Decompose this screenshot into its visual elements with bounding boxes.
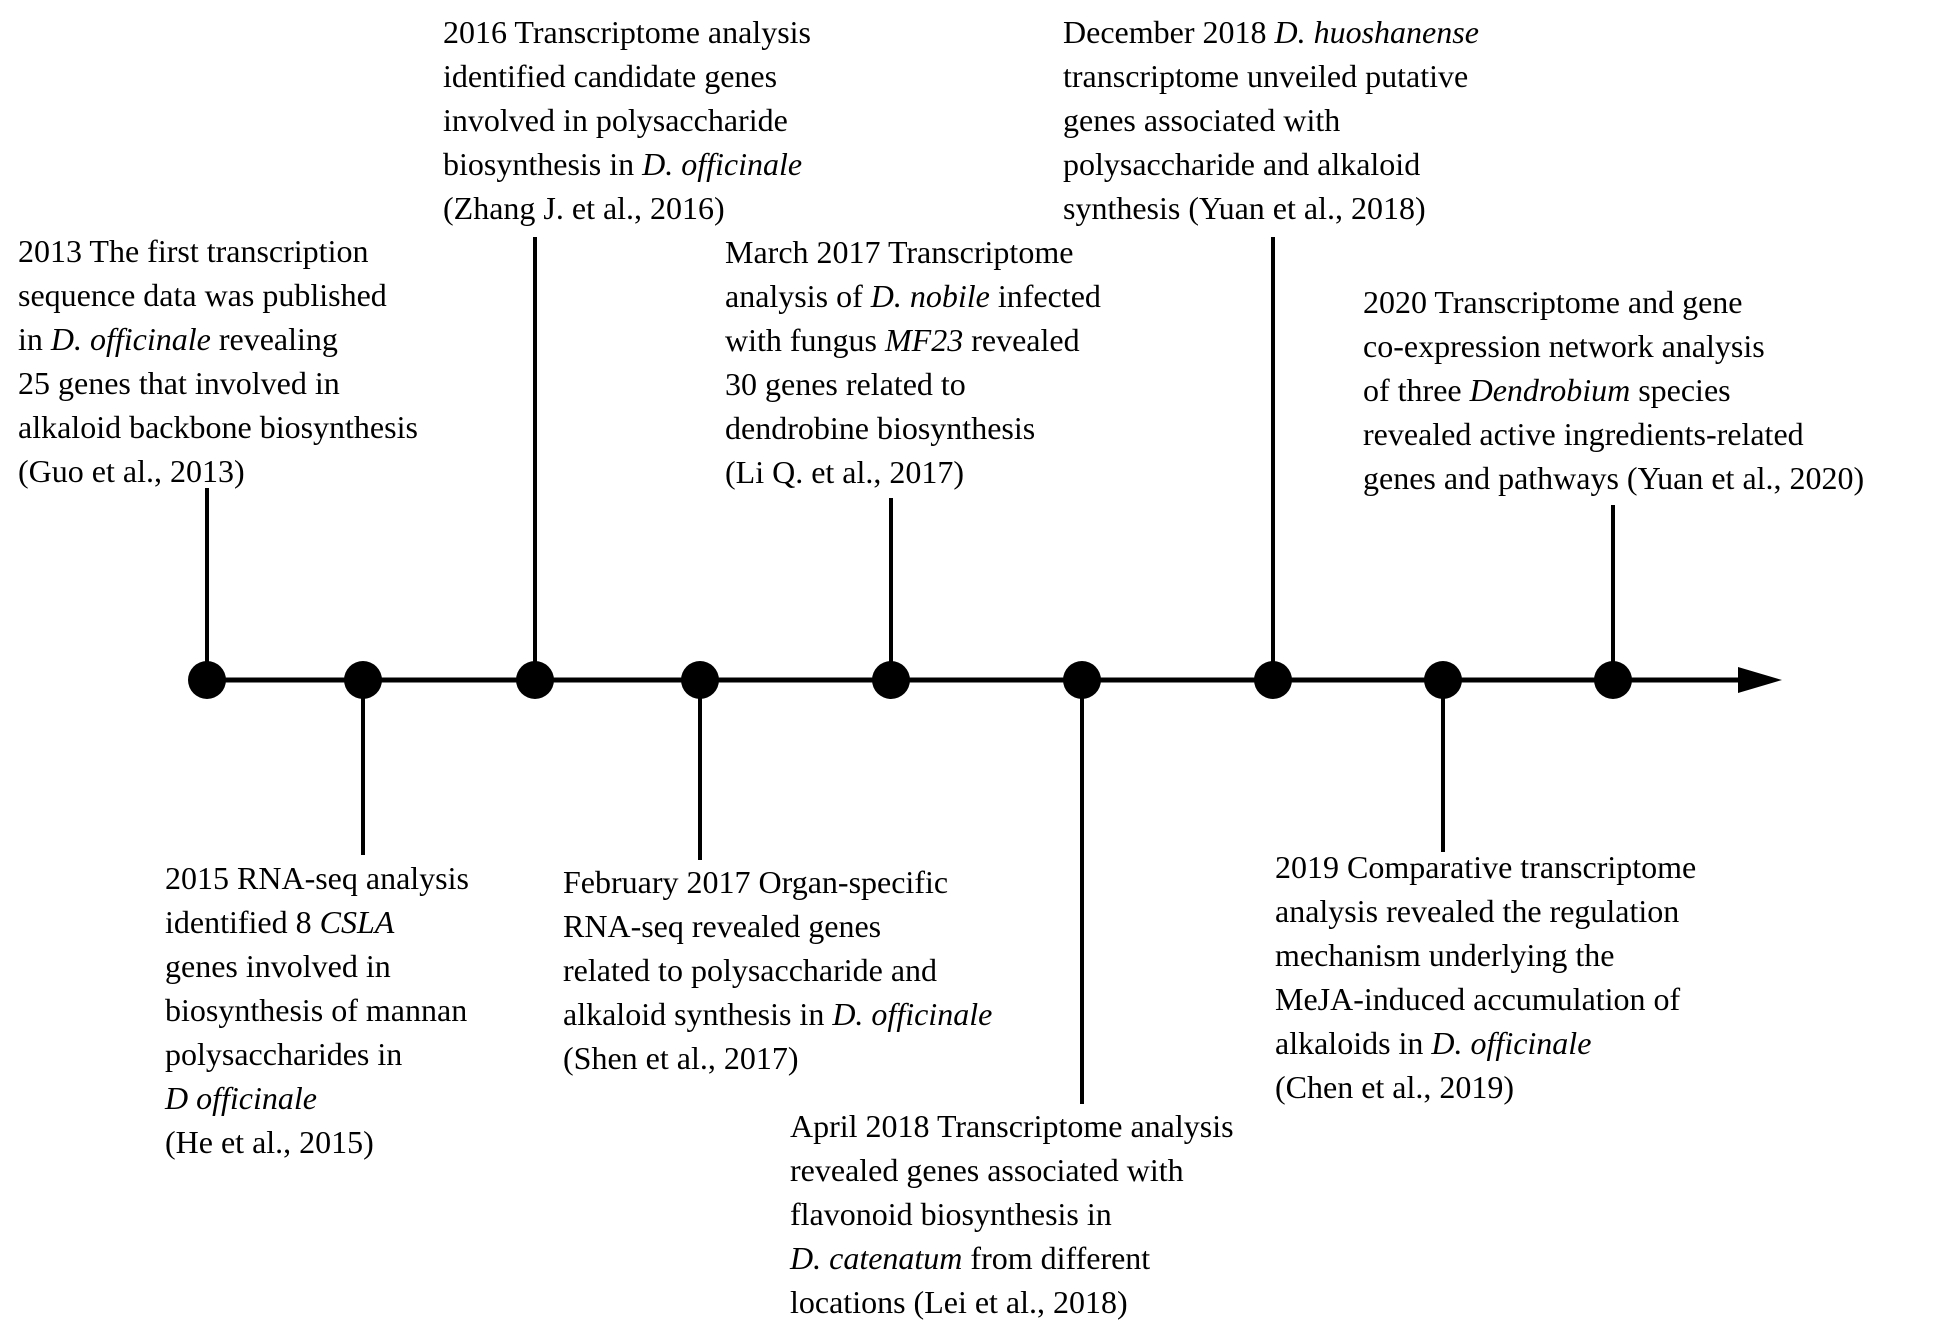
event-text: analysis of (725, 278, 871, 314)
event-text: April 2018 Transcriptome analysis (790, 1108, 1234, 1144)
event-line (1063, 142, 1479, 186)
timeline-axis-group (205, 667, 1782, 693)
event-text: identified 8 (165, 904, 320, 940)
event-text: identified candidate genes (443, 58, 778, 94)
event-text: biosynthesis in (443, 146, 643, 182)
event-line (1063, 98, 1479, 142)
species-name: D officinale (165, 1080, 317, 1116)
event-text: (Shen et al., 2017) (563, 1040, 799, 1076)
event-text: revealed active ingredients-related (1363, 416, 1804, 452)
event-text: biosynthesis of mannan (165, 992, 468, 1028)
event-text: with fungus (725, 322, 885, 358)
event-text: revealed (963, 322, 1080, 358)
event-text: polysaccharide and alkaloid (1063, 146, 1421, 182)
event-line (790, 1236, 1234, 1280)
event-text: 2016 Transcriptome analysis (443, 14, 811, 50)
event-text: infected (989, 278, 1101, 314)
event-line (165, 988, 469, 1032)
species-name: D. officinale (642, 146, 803, 182)
event-line (725, 274, 1101, 318)
event-label-e2017feb (563, 860, 992, 1080)
species-name: D. catenatum (790, 1240, 963, 1276)
event-line (1275, 845, 1696, 889)
event-text: December 2018 (1063, 14, 1275, 50)
event-text: alkaloid backbone biosynthesis (18, 409, 418, 445)
event-label-e2020 (1363, 280, 1864, 500)
timeline-dot-e2019 (1424, 661, 1462, 699)
timeline-dot-e2017mar (872, 661, 910, 699)
arrowhead-right-icon (1738, 667, 1782, 693)
event-line (1363, 324, 1864, 368)
event-text: polysaccharides in (165, 1036, 403, 1072)
event-line (563, 860, 992, 904)
event-line (725, 230, 1101, 274)
event-line (1275, 1065, 1696, 1109)
event-line (443, 98, 811, 142)
event-line (563, 992, 992, 1036)
event-text: locations (Lei et al., 2018) (790, 1284, 1128, 1320)
event-text: MeJA-induced accumulation of (1275, 981, 1681, 1017)
event-text: RNA-seq revealed genes (563, 908, 882, 944)
species-name: D. officinale (832, 996, 993, 1032)
event-line (1363, 412, 1864, 456)
event-line (165, 900, 469, 944)
event-text: 2013 The first transcription (18, 233, 369, 269)
event-text: from different (962, 1240, 1151, 1276)
event-line (443, 186, 811, 230)
event-text: genes involved in (165, 948, 391, 984)
event-line (790, 1104, 1234, 1148)
event-line (18, 273, 418, 317)
event-text: dendrobine biosynthesis (725, 410, 1036, 446)
event-text: March 2017 Transcriptome (725, 234, 1074, 270)
timeline-dot-e2018apr (1063, 661, 1101, 699)
event-label-e2013 (18, 229, 418, 493)
event-line (725, 406, 1101, 450)
event-line (1063, 54, 1479, 98)
event-text: alkaloid synthesis in (563, 996, 833, 1032)
event-label-e2015 (165, 856, 469, 1164)
event-text: (He et al., 2015) (165, 1124, 374, 1160)
event-line (1363, 280, 1864, 324)
timeline-dot-e2015 (344, 661, 382, 699)
event-text: in (18, 321, 51, 357)
event-line (443, 10, 811, 54)
event-text: 2015 RNA-seq analysis (165, 860, 469, 896)
event-line (165, 1032, 469, 1076)
event-text: transcriptome unveiled putative (1063, 58, 1469, 94)
event-text: of three (1363, 372, 1470, 408)
event-text: (Chen et al., 2019) (1275, 1069, 1515, 1105)
timeline-dot-e2016 (516, 661, 554, 699)
event-line (1063, 10, 1479, 54)
event-text: revealing (210, 321, 338, 357)
event-line (725, 450, 1101, 494)
event-line (1063, 186, 1479, 230)
event-label-e2018apr (790, 1104, 1234, 1324)
event-text: 2020 Transcriptome and gene (1363, 284, 1743, 320)
event-line (18, 449, 418, 493)
event-text: species (1630, 372, 1731, 408)
event-text: genes and pathways (Yuan et al., 2020) (1363, 460, 1865, 496)
species-name: MF23 (885, 322, 964, 358)
event-text: analysis revealed the regulation (1275, 893, 1680, 929)
event-text: mechanism underlying the (1275, 937, 1615, 973)
event-text: 2019 Comparative transcriptome (1275, 849, 1697, 885)
event-line (18, 405, 418, 449)
event-line (1363, 368, 1864, 412)
species-name: D. officinale (50, 321, 211, 357)
timeline-dot-e2017feb (681, 661, 719, 699)
event-line (563, 904, 992, 948)
species-name: Dendrobium (1469, 372, 1631, 408)
timeline-dot-e2013 (188, 661, 226, 699)
event-text: (Li Q. et al., 2017) (725, 454, 965, 490)
event-text: involved in polysaccharide (443, 102, 788, 138)
event-label-e2017mar (725, 230, 1101, 494)
event-line (1275, 889, 1696, 933)
event-text: co-expression network analysis (1363, 328, 1765, 364)
event-line (443, 142, 811, 186)
event-line (165, 1120, 469, 1164)
event-line (563, 1036, 992, 1080)
event-text: alkaloids in (1275, 1025, 1432, 1061)
event-text: (Guo et al., 2013) (18, 453, 245, 489)
event-line (18, 317, 418, 361)
event-text: 25 genes that involved in (18, 365, 340, 401)
event-line (1275, 1021, 1696, 1065)
event-label-e2019 (1275, 845, 1696, 1109)
event-line (790, 1148, 1234, 1192)
event-text: (Zhang J. et al., 2016) (443, 190, 725, 226)
event-text: related to polysaccharide and (563, 952, 938, 988)
event-text: flavonoid biosynthesis in (790, 1196, 1112, 1232)
event-line (1275, 933, 1696, 977)
event-line (790, 1280, 1234, 1324)
species-name: D. nobile (870, 278, 990, 314)
event-text: sequence data was published (18, 277, 387, 313)
event-text: genes associated with (1063, 102, 1341, 138)
event-line (165, 856, 469, 900)
event-line (165, 944, 469, 988)
event-line (18, 229, 418, 273)
event-label-e2018dec (1063, 10, 1479, 230)
event-text: synthesis (Yuan et al., 2018) (1063, 190, 1426, 226)
timeline-dot-e2018dec (1254, 661, 1292, 699)
event-line (443, 54, 811, 98)
species-name: D. officinale (1431, 1025, 1592, 1061)
event-label-e2016 (443, 10, 811, 230)
event-text: February 2017 Organ-specific (563, 864, 949, 900)
event-text: revealed genes associated with (790, 1152, 1184, 1188)
species-name: CSLA (319, 904, 395, 940)
event-line (1363, 456, 1864, 500)
event-line (725, 362, 1101, 406)
timeline-dot-e2020 (1594, 661, 1632, 699)
event-line (18, 361, 418, 405)
event-line (165, 1076, 469, 1120)
event-line (725, 318, 1101, 362)
event-text: 30 genes related to (725, 366, 966, 402)
event-line (790, 1192, 1234, 1236)
species-name: D. huoshanense (1274, 14, 1479, 50)
event-line (1275, 977, 1696, 1021)
event-line (563, 948, 992, 992)
